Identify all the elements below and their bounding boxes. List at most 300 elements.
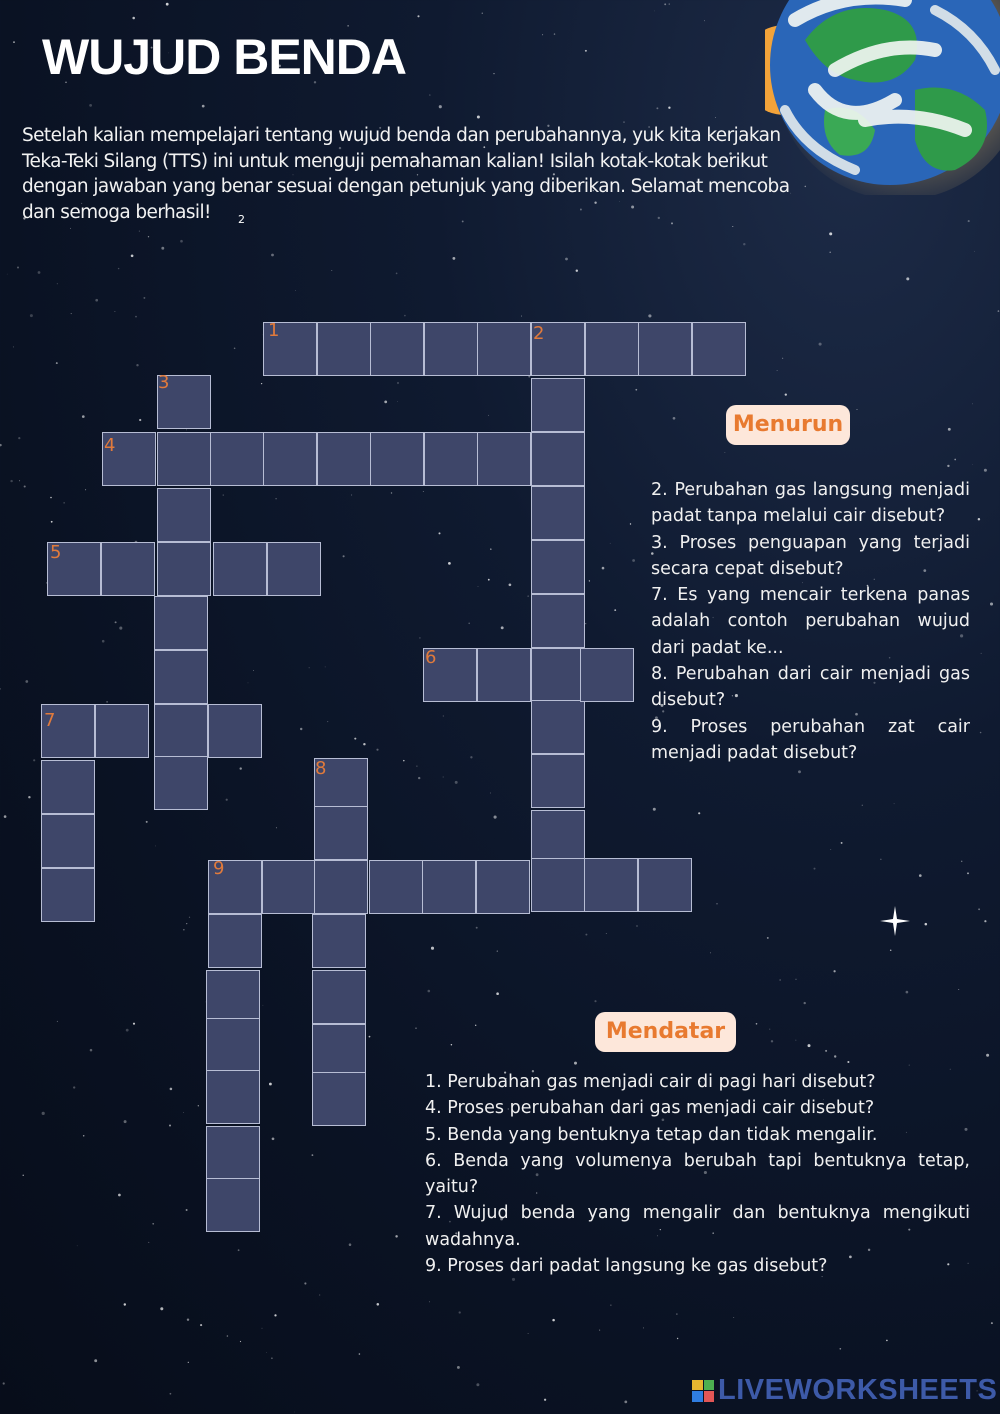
star (51, 521, 53, 523)
star (476, 927, 478, 929)
star (240, 1341, 241, 1342)
crossword-cell[interactable] (424, 322, 478, 376)
star (890, 949, 892, 951)
star (825, 1050, 827, 1052)
star (497, 950, 498, 951)
menurun-clue: 9. Proses perubahan zat cair menjadi padat disebut? (651, 716, 970, 763)
crossword-cell[interactable] (531, 648, 585, 702)
star (972, 403, 973, 404)
crossword-cell[interactable] (213, 542, 267, 596)
liveworksheets-logo-icon (692, 1380, 714, 1402)
crossword-cell[interactable] (154, 650, 208, 704)
menurun-clues (651, 477, 970, 766)
menurun-clue: 8. Perubahan dari cair menjadi gas disebut? (651, 664, 970, 711)
clue-number-6: 6 (425, 647, 437, 668)
crossword-cell[interactable] (314, 860, 368, 914)
star (725, 452, 726, 453)
menurun-clue: 3. Proses penguapan yang terjadi secara cepat disebut? (651, 532, 970, 579)
star (30, 314, 33, 317)
star (669, 4, 670, 5)
mendatar-clues (425, 1069, 970, 1279)
star (133, 1023, 135, 1025)
star (160, 1307, 163, 1310)
earth-planet-image (765, 0, 1000, 195)
star (829, 232, 832, 235)
star (906, 991, 909, 994)
star (56, 362, 58, 364)
star (42, 1112, 45, 1115)
star (272, 1137, 275, 1140)
star (114, 311, 115, 312)
star (808, 1044, 811, 1047)
menurun-heading: Menurun (726, 405, 850, 445)
star (632, 559, 635, 562)
star (428, 990, 431, 993)
star (636, 925, 637, 926)
star (847, 1061, 849, 1063)
star (998, 310, 1000, 312)
star (656, 107, 658, 109)
crossword-cell[interactable] (477, 322, 531, 376)
star (403, 760, 405, 762)
crossword-cell[interactable] (531, 810, 585, 864)
star (319, 1294, 320, 1295)
crossword-cell[interactable] (157, 432, 211, 486)
star (482, 13, 483, 14)
crossword-cell[interactable] (312, 1024, 366, 1078)
menurun-clue: 2. Perubahan gas langsung menjadi padat tanpa melalui cair disebut? (651, 480, 970, 527)
star (715, 117, 716, 118)
crossword-cell[interactable] (314, 806, 368, 860)
star (984, 920, 986, 922)
star (261, 383, 262, 384)
star (780, 979, 781, 980)
crossword-cell[interactable] (531, 754, 585, 808)
star (180, 240, 183, 243)
star (238, 1249, 240, 1251)
star (554, 33, 555, 34)
star (248, 683, 249, 684)
star (476, 1383, 479, 1386)
star (397, 382, 399, 384)
menurun-clue: 7. Es yang mencair terkena panas adalah contoh perubahan wujud dari padat ke... (651, 585, 970, 658)
star (294, 1412, 295, 1413)
star (269, 1083, 272, 1086)
star (443, 777, 444, 778)
crossword-cell[interactable] (154, 596, 208, 650)
star (170, 1393, 172, 1395)
star (528, 596, 529, 597)
crossword-cell[interactable] (154, 704, 208, 758)
crossword-cell[interactable] (210, 432, 264, 486)
star (585, 623, 586, 624)
logo-text: LIVEWORKSHEETS (718, 1374, 998, 1406)
star (359, 1353, 361, 1355)
star (455, 781, 458, 784)
star (124, 1303, 126, 1305)
star (664, 3, 666, 5)
star (521, 316, 522, 317)
crossword-cell[interactable] (312, 970, 366, 1024)
crossword-cell[interactable] (208, 704, 262, 758)
star (624, 1401, 627, 1404)
star (906, 277, 909, 280)
star (200, 1324, 202, 1326)
crossword-cell[interactable] (477, 432, 531, 486)
crossword-cell[interactable] (531, 378, 585, 432)
star (470, 756, 472, 758)
star (490, 793, 491, 794)
crossword-cell[interactable] (317, 322, 371, 376)
star (862, 805, 863, 806)
crossword-cell[interactable] (476, 860, 530, 914)
star (925, 923, 928, 926)
star (57, 283, 58, 284)
star (429, 95, 430, 96)
star (829, 251, 831, 253)
star (71, 313, 72, 314)
star (676, 1314, 677, 1315)
crossword-cell[interactable] (206, 970, 260, 1024)
crossword-cell[interactable] (41, 814, 95, 868)
crossword-cell[interactable] (424, 432, 478, 486)
crossword-cell[interactable] (312, 1072, 366, 1126)
star (227, 1335, 229, 1337)
star (654, 11, 655, 12)
star (909, 1065, 910, 1066)
star (967, 872, 969, 874)
crossword-cell[interactable] (206, 1070, 260, 1124)
star (148, 1242, 149, 1243)
star (439, 105, 442, 108)
star (83, 1135, 85, 1137)
star (155, 845, 156, 846)
star (990, 602, 993, 605)
crossword-cell[interactable] (585, 322, 639, 376)
crossword-cell[interactable] (531, 700, 585, 754)
crossword-cell[interactable] (317, 432, 371, 486)
star (448, 562, 451, 565)
star (304, 1282, 306, 1284)
star (599, 1330, 600, 1331)
star (880, 859, 881, 860)
star (439, 532, 441, 534)
star (490, 548, 492, 550)
star (423, 491, 424, 492)
crossword-cell[interactable] (580, 648, 634, 702)
star (643, 1327, 644, 1328)
star (384, 401, 387, 404)
star (118, 268, 119, 269)
star (653, 808, 656, 811)
star (57, 1021, 58, 1022)
star (777, 370, 778, 371)
star (814, 868, 816, 870)
crossword-cell[interactable] (262, 860, 316, 914)
star (33, 759, 35, 761)
star (839, 1348, 841, 1350)
star (139, 231, 140, 232)
crossword-cell[interactable] (584, 858, 638, 912)
star (28, 796, 30, 798)
star (710, 953, 711, 954)
crossword-cell[interactable] (531, 432, 585, 486)
star (733, 1317, 734, 1318)
star (395, 1235, 397, 1237)
star (494, 816, 497, 819)
star (452, 257, 455, 260)
clue-number-2: 2 (533, 323, 545, 344)
star (131, 254, 134, 257)
star (585, 934, 587, 936)
star (782, 358, 783, 359)
clue-number-4: 4 (104, 435, 116, 456)
page-title: WUJUD BENDA (42, 29, 406, 85)
crossword-cell[interactable] (531, 858, 585, 912)
star (785, 393, 787, 395)
star (419, 637, 421, 639)
star (459, 1311, 461, 1313)
crossword-cell[interactable] (41, 868, 95, 922)
star (276, 827, 277, 828)
star (274, 1314, 276, 1316)
star (106, 701, 108, 703)
star (169, 1124, 171, 1126)
crossword-cell[interactable] (370, 322, 424, 376)
clue-number-3: 3 (158, 372, 170, 393)
star (648, 314, 651, 317)
star (457, 1366, 460, 1369)
star (143, 297, 145, 299)
crossword-cell[interactable] (531, 486, 585, 540)
star (89, 104, 92, 107)
star (226, 799, 228, 801)
star (429, 1301, 430, 1302)
crossword-cell[interactable] (206, 1018, 260, 1072)
star (70, 228, 71, 229)
star (544, 1399, 546, 1401)
crossword-cell[interactable] (369, 860, 423, 914)
star (0, 444, 2, 446)
star (565, 258, 568, 261)
star (354, 738, 356, 740)
star (443, 716, 444, 717)
star (771, 1040, 773, 1042)
star (349, 1243, 352, 1246)
liveworksheets-logo (692, 1374, 997, 1407)
crossword-cell[interactable] (267, 542, 321, 596)
star (477, 116, 480, 119)
star (189, 917, 190, 918)
star (716, 903, 717, 904)
star (18, 437, 20, 439)
crossword-cell[interactable] (531, 540, 585, 594)
star (188, 1362, 189, 1363)
mendatar-clue: 9. Proses dari padat langsung ke gas disebut? (425, 1256, 828, 1277)
star (170, 1088, 173, 1091)
star (4, 815, 7, 818)
star (991, 1322, 993, 1324)
star (77, 1245, 78, 1246)
star (126, 1029, 129, 1032)
star (347, 25, 348, 26)
star (136, 364, 138, 366)
star (698, 812, 700, 814)
star (986, 1054, 989, 1057)
star (166, 3, 169, 6)
star (300, 728, 302, 730)
star (261, 1328, 262, 1329)
star (496, 992, 499, 995)
star (13, 41, 15, 43)
star (948, 428, 951, 431)
star (585, 50, 587, 52)
star (743, 243, 745, 245)
crossword-cell[interactable] (531, 594, 585, 648)
star (635, 389, 637, 391)
star (309, 667, 310, 668)
star (630, 523, 631, 524)
star (576, 269, 578, 271)
stray-mark: 2 (238, 213, 245, 226)
crossword-cell[interactable] (157, 488, 211, 542)
star (253, 670, 254, 671)
crossword-cell[interactable] (638, 322, 692, 376)
star (124, 1120, 127, 1123)
star (610, 1305, 611, 1306)
star (118, 1194, 121, 1197)
star (223, 495, 224, 496)
star (139, 419, 141, 421)
star (240, 767, 242, 769)
star (968, 220, 970, 222)
star (919, 874, 922, 877)
crossword-cell[interactable] (638, 858, 692, 912)
star (146, 821, 148, 823)
crossword-cell[interactable] (208, 914, 262, 968)
crossword-cell[interactable] (263, 432, 317, 486)
crossword-cell[interactable] (101, 542, 155, 596)
star (327, 721, 328, 722)
star (614, 609, 616, 611)
star (148, 236, 149, 237)
star (351, 495, 352, 496)
crossword-cell[interactable] (206, 1178, 260, 1232)
star (416, 765, 417, 766)
star (376, 749, 378, 751)
crossword-cell[interactable] (157, 542, 211, 596)
crossword-cell[interactable] (206, 1126, 260, 1180)
star (343, 555, 345, 557)
star (610, 543, 611, 544)
star (3, 1382, 5, 1384)
star (978, 908, 980, 910)
crossword-cell[interactable] (154, 756, 208, 810)
sparkle-star-icon (880, 906, 910, 936)
star (981, 653, 982, 654)
crossword-cell[interactable] (692, 322, 746, 376)
clue-number-8: 8 (315, 758, 327, 779)
star (431, 947, 434, 950)
star (312, 1154, 314, 1156)
star (82, 415, 85, 418)
star (732, 226, 733, 227)
crossword-cell[interactable] (422, 860, 476, 914)
crossword-cell[interactable] (370, 432, 424, 486)
star (602, 567, 605, 570)
star (475, 1025, 476, 1026)
star (24, 485, 26, 487)
star (478, 586, 479, 587)
mendatar-clue: 6. Benda yang volumenya berubah tapi bentuknya tetap, yaitu? (425, 1150, 970, 1198)
star (94, 1359, 97, 1362)
crossword-cell[interactable] (312, 914, 366, 968)
star (415, 1027, 417, 1029)
star (102, 640, 105, 643)
star (834, 1055, 836, 1057)
crossword-cell[interactable] (95, 704, 149, 758)
star (980, 732, 982, 734)
star (528, 1333, 529, 1334)
star (606, 933, 607, 934)
star (542, 34, 543, 35)
star (391, 492, 392, 493)
star (331, 270, 332, 271)
star (704, 20, 705, 21)
star (756, 1023, 758, 1025)
star (673, 417, 676, 420)
star (135, 316, 137, 318)
star (984, 469, 987, 472)
clue-number-5: 5 (50, 542, 62, 563)
star (574, 1062, 577, 1065)
star (819, 343, 822, 346)
star (488, 579, 490, 581)
star (397, 401, 398, 402)
star (509, 583, 512, 586)
mendatar-clue: 1. Perubahan gas menjadi cair di pagi hari disebut? (425, 1072, 876, 1092)
star (974, 251, 975, 252)
star (7, 274, 8, 275)
star (769, 1029, 770, 1030)
clue-number-7: 7 (44, 710, 56, 731)
star (13, 346, 14, 347)
star (954, 459, 956, 461)
star (451, 1044, 452, 1045)
star (961, 861, 962, 862)
mendatar-clue: 7. Wujud benda yang mengalir dan bentuknya mengikuti wadahnya. (425, 1203, 970, 1250)
star (64, 502, 65, 503)
star (325, 666, 326, 667)
star (978, 518, 980, 520)
star (886, 1340, 888, 1342)
star (266, 1352, 267, 1353)
mendatar-clue: 5. Benda yang bentuknya tetap dan tidak mengalir. (425, 1124, 878, 1145)
star (841, 842, 843, 844)
star (183, 929, 184, 930)
star (552, 1319, 555, 1322)
star (589, 580, 590, 581)
star (263, 1005, 264, 1006)
star (161, 247, 164, 250)
crossword-cell[interactable] (477, 648, 531, 702)
crossword-cell[interactable] (41, 760, 95, 814)
star (417, 15, 419, 17)
star (198, 1105, 199, 1106)
star (418, 777, 420, 779)
star (369, 1036, 371, 1038)
star (119, 627, 122, 630)
